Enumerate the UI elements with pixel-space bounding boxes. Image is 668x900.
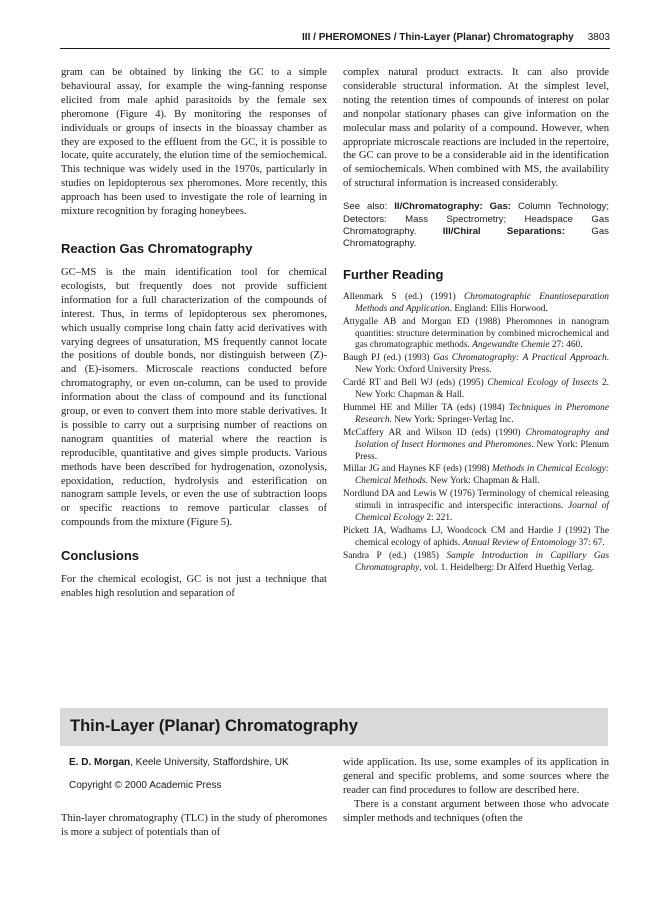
reference-item xyxy=(343,403,609,427)
reference-publisher: 27: 460. xyxy=(549,340,583,351)
reference-publisher: . New York: Oxford University Press. xyxy=(355,353,609,376)
reference-publisher: 2. New York: Chapman & Hall. xyxy=(355,378,609,401)
author-name: E. D. Morgan xyxy=(69,757,131,768)
reference-publisher: 37: 67. xyxy=(576,537,605,548)
see-also-ref1-bold[interactable]: II/Chromatography: Gas: xyxy=(394,201,511,213)
running-title: III / PHEROMONES / Thin-Layer (Planar) Chromatography xyxy=(302,32,574,43)
see-also-ref1-rest[interactable]: Column Technology; Detectors: Mass Spectrometry; Headspace Gas Chromatography. xyxy=(343,201,609,237)
article-title: Thin-Layer (Planar) Chromatography xyxy=(70,717,358,735)
reference-title: Journal of Chemical Ecology xyxy=(355,501,609,524)
reference-title: Angewandte Chemie xyxy=(472,340,550,351)
reference-title: Gas Chromatography: A Practical Approach xyxy=(433,353,607,364)
reference-publisher: . England: Ellis Horwood. xyxy=(449,303,548,314)
reference-authors: Attygalle AB and Morgan ED (1988) Pheromones in nanogram quantities: structure determination by combined microchemical and gas chromatographic methods. xyxy=(343,316,609,351)
continuation-paragraph: complex natural product extracts. It can also provide considerable structural information. At the simplest level, noting the retention times of compounds of interest on polar and nonpolar stationary phases can give information on the molecular mass and polarity of a compound. However, when appropriate microscale reactions are included in the repertoire, the GC can prove to be a considerable aid in the identification of semiochemicals. When combined with MS, the availability of structural information is increased considerably. xyxy=(343,67,609,190)
reference-item xyxy=(343,428,609,464)
reference-item xyxy=(343,317,609,353)
see-also-label: See also: xyxy=(343,201,388,213)
tlc-intro-paragraph: Thin-layer chromatography (TLC) in the study of pheromones is more a subject of potentials than of xyxy=(61,813,327,838)
reference-title: Methods in Chemical Ecology: Chemical Methods xyxy=(355,464,609,487)
see-also-ref2-bold[interactable]: III/Chiral Separations: xyxy=(442,225,566,237)
reference-authors: Millar JG and Haynes KF (eds) (1998) xyxy=(343,464,493,475)
reaction-gc-paragraph: GC–MS is the main identification tool for chemical ecologists, but frequently does not provide sufficient information for a full characterization of the compounds of interest. Thus, in terms of lepidopterous sex pheromones, which usually comprise long chain fatty acid derivatives with varying degrees of unsaturation, MS frequently cannot locate the positions of double bonds, nor distinguish between (Z)- and (E)-isomers. Microscale reactions conducted before chromatography, or even on-column, can be used to provide information about the class of compound and its functional group, or even to convert them into more stable derivatives. It is possible to carry out a surprising number of reactions on nanogram quantities of material where the reaction is reproducible, quantitative and gives simple products. Various methods have been described for hydrogenation, ozonolysis, epoxidation, reduction, hydrolysis and esterification on nanogram sample levels, or even the use of subtraction loops or specific reactions to remove particular classes of compounds from the mixture (Figure 5). xyxy=(61,266,327,529)
reference-item xyxy=(343,378,609,402)
reference-title: Annual Review of Entomology xyxy=(462,537,577,548)
reference-title: Chromatographic Enantioseparation Methods and Application xyxy=(355,291,609,314)
reference-publisher: . New York: Springer-Verlag Inc. xyxy=(389,414,514,425)
reference-item xyxy=(343,489,609,525)
reference-item xyxy=(343,551,609,575)
reference-publisher: 2: 221. xyxy=(424,513,453,524)
reference-title: Chromatography and Isolation of Insect Hormones and Pheromones xyxy=(355,427,609,450)
header-rule xyxy=(60,48,610,49)
conclusions-paragraph: For the chemical ecologist, GC is not just a technique that enables high resolution and separation of xyxy=(61,574,327,600)
reference-authors: Allenmark S (ed.) (1991) xyxy=(343,291,465,302)
reference-authors: Hummel HE and Miller TA (eds) (1984) xyxy=(343,402,509,413)
section-heading-reaction-gc: Reaction Gas Chromatography xyxy=(61,240,253,256)
page-number: 3803 xyxy=(587,32,610,43)
see-also-ref2-rest[interactable]: Gas Chromatography. xyxy=(343,225,609,250)
reference-publisher: , vol. 1. Heidelberg: Dr Alferd Huethig Verlag. xyxy=(419,562,595,573)
reference-authors: Baugh PJ (ed.) (1993) xyxy=(343,353,434,364)
reference-title: Sample Introduction in Capillary Gas Chromatography xyxy=(355,550,609,573)
article-title-band xyxy=(60,708,608,746)
reference-publisher: . New York: Chapman & Hall. xyxy=(425,476,540,487)
reference-title: Techniques in Pheromone Research xyxy=(355,402,610,425)
reference-authors: Nordlund DA and Lewis W (1976) Terminology of chemical releasing stimuli in intraspecific and interspecific interactions. xyxy=(343,489,609,512)
author-line xyxy=(69,756,327,769)
intro-paragraph: gram can be obtained by linking the GC to a simple behavioural assay, for example the wing-fanning response elicited from male aphid parasitoids by the female sex pheromone (Figure 4). By monitoring the responses of individuals or groups of insects in the bioassay chamber as they are exposed to the effluent from the GC, it is possible to locate, quite accurately, the elution time of the semiochemical. This technique was widely used in the 1970s, particularly in studies on lepidopterous sex pheromones. More recently, this approach has been used to investigate the role of learning in mixture recognition by foraging honeybees. xyxy=(61,67,327,218)
running-header xyxy=(60,32,610,46)
reference-publisher: . New York: Plenum Press. xyxy=(355,439,610,462)
tlc-right-paragraph-1: wide application. Its use, some examples of its application in general and specific problems, and some sources where the reader can find procedures to follow are described here. xyxy=(343,757,609,796)
see-also xyxy=(343,201,609,251)
further-reading-heading: Further Reading xyxy=(343,266,444,282)
right-column xyxy=(343,66,609,576)
reference-title: Chemical Ecology of Insects xyxy=(487,378,599,389)
left-column xyxy=(61,66,327,601)
reference-authors: Cardé RT and Bell WJ (eds) (1995) xyxy=(343,378,488,389)
reference-item xyxy=(343,353,609,377)
copyright-line: Copyright © 2000 Academic Press xyxy=(69,780,222,791)
reference-item xyxy=(343,292,609,316)
author-affiliation: , Keele University, Staffordshire, UK xyxy=(130,757,289,768)
new-article-right-column xyxy=(343,756,609,826)
reference-authors: Pickett JA, Wadhams LJ, Woodcock CM and Hardie J (1992) The chemical ecology of aphids. xyxy=(343,526,609,548)
section-heading-conclusions: Conclusions xyxy=(61,548,140,564)
tlc-right-paragraph-2: There is a constant argument between those who advocate simpler methods and techniques (often the xyxy=(343,798,609,824)
reference-authors: McCaffery AR and Wilson ID (eds) (1990) xyxy=(343,427,526,438)
reference-list xyxy=(343,292,609,575)
new-article-left-column xyxy=(61,756,327,840)
reference-item xyxy=(343,526,609,550)
reference-authors: Sandra P (ed.) (1985) xyxy=(343,550,447,561)
reference-item xyxy=(343,464,609,488)
